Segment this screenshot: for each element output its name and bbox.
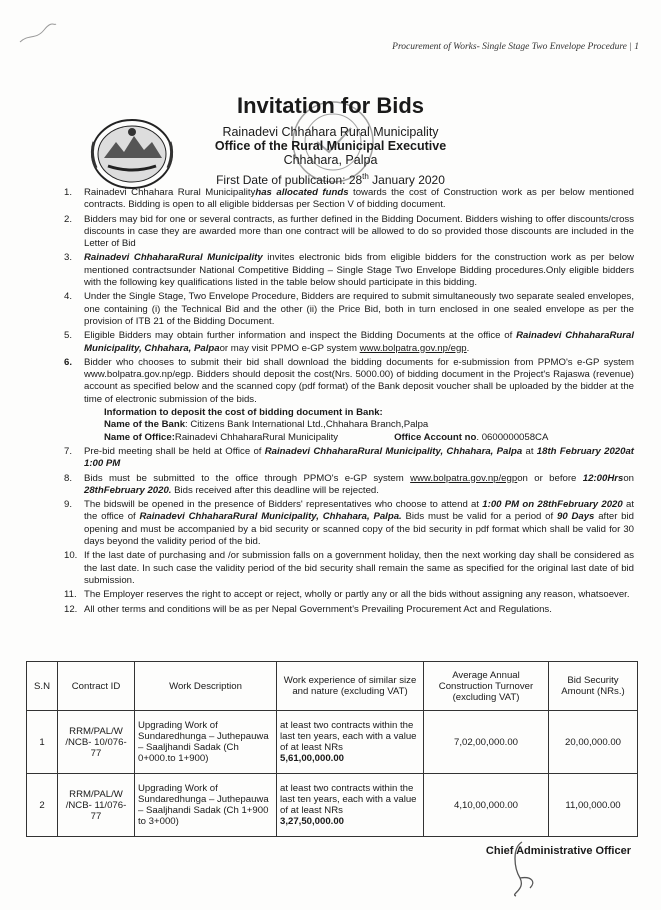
col-header-bid-security: Bid Security Amount (NRs.) xyxy=(549,662,638,711)
list-item-number: 4. xyxy=(64,291,73,303)
list-item-number: 5. xyxy=(64,330,73,342)
cell-bid-security: 20,00,000.00 xyxy=(549,711,638,774)
office-name-line xyxy=(104,432,634,444)
list-item xyxy=(64,214,634,251)
bank-info-heading: Information to deposit the cost of bidding document in Bank: xyxy=(104,407,383,419)
office-name-value: Rainadevi ChhaharaRural Municipality xyxy=(174,431,339,443)
org-line-2: Office of the Rural Municipal Executive xyxy=(214,139,447,153)
list-item-text: or may visit PPMO e-GP system xyxy=(219,342,360,354)
list-item-text: at the office of xyxy=(84,499,634,523)
list-item-number: 3. xyxy=(64,252,73,264)
list-item xyxy=(64,589,634,601)
list-item-text: Rainadevi ChhaharaRural Municipality, Chhahara, Palpa xyxy=(84,330,634,354)
publication-date-suffix: January 2020 xyxy=(368,173,445,187)
list-item-text: on xyxy=(623,472,634,484)
list-item-text: If the last date of purchasing and /or submission falls on a government holiday, then the next working day shall be considered as the last date. In such case the validity period of the bid security shall remain the same as specified for the original last date of bid submission. xyxy=(84,550,634,586)
list-item-text: Bids must be submitted to the office through PPMO's e-GP system xyxy=(84,472,411,484)
list-item-text: Rainadevi ChhaharaRural Municipality, Chhahara, Palpa. xyxy=(139,511,402,523)
cell-sn: 1 xyxy=(27,711,58,774)
office-name-label: Name of Office: xyxy=(104,431,175,443)
list-item xyxy=(64,252,634,289)
col-header-work-experience: Work experience of similar size and nature (excluding VAT) xyxy=(277,662,424,711)
col-header-contract-id: Contract ID xyxy=(58,662,135,711)
contracts-table xyxy=(26,661,638,837)
list-item-text: 90 Days xyxy=(556,511,595,523)
list-item xyxy=(64,473,634,498)
list-item-number: 10. xyxy=(64,550,78,562)
table-row xyxy=(27,774,638,837)
list-item-number: 1. xyxy=(64,187,73,198)
list-item xyxy=(64,357,634,444)
list-item-text: Bidder who chooses to submit their bid shall download the bidding documents for e-submission from PPMO's e-GP system www.bolpatra.gov.np/egp. Bidders should deposit the cost(Nrs. 5000.00) of bidding document in the Project's Rajaswa (revenue) account as specified below and the scanned copy (pdf format) of the Bank deposit voucher shall be uploaded by the bidder at the time of electronic submission of the bids. xyxy=(84,356,634,405)
table-row xyxy=(27,711,638,774)
list-item-text: The Employer reserves the right to accept or reject, wholly or partly any or all the bids without assigning any reason, whatsoever. xyxy=(84,589,630,601)
cell-bid-security: 11,00,000.00 xyxy=(549,774,638,837)
list-item-number: 7. xyxy=(64,445,73,457)
handwritten-mark xyxy=(18,20,58,48)
org-line-3: Chhahara, Palpa xyxy=(283,153,378,167)
list-item-text: . xyxy=(466,342,470,354)
account-value: . 0600000058CA xyxy=(476,431,549,443)
terms-list xyxy=(64,187,634,618)
cell-turnover: 7,02,00,000.00 xyxy=(424,711,549,774)
list-item-number: 9. xyxy=(64,499,73,511)
list-item-text: Eligible Bidders may obtain further information and inspect the Bidding Documents at the office of xyxy=(84,330,517,342)
list-item-number: 12. xyxy=(64,603,78,615)
page-title: Invitation for Bids xyxy=(237,93,424,118)
list-item-text: 12:00Hrs xyxy=(582,472,624,484)
cell-sn: 2 xyxy=(27,774,58,837)
list-item xyxy=(64,291,634,328)
list-item-text: 18th February 2020 xyxy=(536,445,626,457)
cell-work-experience xyxy=(277,774,424,837)
bank-name-label: Name of the Bank xyxy=(104,419,186,431)
list-item-text: Rainadevi ChhaharaRural Municipality xyxy=(84,252,263,264)
list-item-text: towards the cost of Construction work as per below mentioned contracts. Bidding is open to all eligible biddersas per Section V of bidding document. xyxy=(84,187,634,211)
account-label: Office Account no xyxy=(394,431,477,443)
list-item-text: Bidders may bid for one or several contracts, as further defined in the Bidding Document. Bidders wishing to offer discounts/cross discounts in case they are awarded more than one contract will be allowed to do so provided those discounts are included in the Letter of Bid xyxy=(84,213,634,250)
experience-amount: 5,61,00,000.00 xyxy=(280,753,345,764)
experience-text: at least two contracts within the last ten years, each with a value of at least NRs xyxy=(280,783,417,816)
cell-turnover: 4,10,00,000.00 xyxy=(424,774,549,837)
table-header-row xyxy=(27,662,638,711)
publication-date-prefix: First Date of publication: 28 xyxy=(216,173,363,187)
publication-date xyxy=(0,172,661,187)
list-item-text: invites electronic bids from eligible bidders for the construction work as per below mentioned contractsunder National Competitive Bidding – Single Stage Two Envelope Bidding procedures.Only eligible bidders with the following key qualifications listed in the table below should participate in this bidding. xyxy=(84,252,634,289)
list-item-text[interactable]: www.bolpatra.gov.np/egp xyxy=(359,342,467,354)
list-item-text: Bids must be valid for a period of xyxy=(401,511,557,523)
list-item-text: at xyxy=(522,445,537,457)
experience-text: at least two contracts within the last ten years, each with a value of at least NRs xyxy=(280,720,417,753)
list-item-text: has allocated funds xyxy=(255,187,349,198)
col-header-work-description: Work Description xyxy=(135,662,277,711)
list-item-text: Pre-bid meeting shall be held at Office of xyxy=(84,445,265,457)
list-item-text: All other terms and conditions will be as per Nepal Government's Prevailing Procurement Act and Regulations. xyxy=(84,603,552,615)
list-item xyxy=(64,604,634,616)
organization-block xyxy=(0,125,661,167)
list-item-text: 28thFebruary 2020. xyxy=(84,484,172,496)
cell-work-experience xyxy=(277,711,424,774)
col-header-sn: S.N xyxy=(27,662,58,711)
cell-work-description: Upgrading Work of Sundaredhunga – Juthepauwa – Saaljhandi Sadak (Ch 0+000.to 1+900) xyxy=(135,711,277,774)
bank-info-block xyxy=(104,407,634,444)
org-line-1: Rainadevi Chhahara Rural Municipality xyxy=(222,125,439,139)
signature-title: Chief Administrative Officer xyxy=(485,845,631,857)
page-header-note: Procurement of Works- Single Stage Two Envelope Procedure | 1 xyxy=(392,42,639,52)
cell-work-description: Upgrading Work of Sundaredhunga – Juthepauwa – Saaljhandi Sadak (Ch 1+900 to 3+000) xyxy=(135,774,277,837)
list-item xyxy=(64,187,634,212)
list-item-text: on or before xyxy=(517,472,583,484)
list-item xyxy=(64,446,634,471)
list-item xyxy=(64,330,634,355)
list-item-text: The bidswill be opened in the presence of Bidders' representatives who choose to attend at xyxy=(84,499,483,511)
list-item-text: Bids received after this deadline will be rejected. xyxy=(171,484,379,496)
list-item-number: 11. xyxy=(64,589,77,601)
list-item-text: Under the Single Stage, Two Envelope Procedure, Bidders are required to submit simultaneously two separate sealed envelopes, one containing (i) the Technical Bid and the other (ii) the Price Bid, both in turn enclosed in one sealed envelope as per the provision of ITB 21 of the Bidding Document. xyxy=(84,291,634,327)
list-item-text: Rainadevi ChhaharaRural Municipality, Chhahara, Palpa xyxy=(264,445,523,457)
list-item-text: Rainadevi Chhahara Rural Municipality xyxy=(84,187,256,198)
list-item-number: 2. xyxy=(64,213,73,225)
list-item xyxy=(64,550,634,587)
bank-name-line xyxy=(104,419,634,431)
bank-name-value: : Citizens Bank International Ltd.,Chhahara Branch,Palpa xyxy=(185,419,429,431)
list-item-number: 8. xyxy=(64,472,73,484)
cell-contract-id: RRM/PAL/W /NCB- 10/076-77 xyxy=(58,711,135,774)
list-item xyxy=(64,499,634,548)
col-header-turnover: Average Annual Construction Turnover (excluding VAT) xyxy=(424,662,549,711)
list-item-text: at 1:00 PM xyxy=(84,445,634,470)
list-item-text: 1:00 PM on 28thFebruary 2020 xyxy=(482,499,623,511)
list-item-text[interactable]: www.bolpatra.gov.np/egp xyxy=(410,472,518,484)
cell-contract-id: RRM/PAL/W /NCB- 11/076-77 xyxy=(58,774,135,837)
publication-date-sup: th xyxy=(362,172,369,181)
experience-amount: 3,27,50,000.00 xyxy=(280,816,345,827)
list-item-text: after bid opening and must be accompanied by a bid security or scanned copy of the bid security in pdf format which shall be valid for 30 days beyond the validity period of the bid. xyxy=(84,511,634,548)
list-item-number: 6. xyxy=(64,356,73,368)
